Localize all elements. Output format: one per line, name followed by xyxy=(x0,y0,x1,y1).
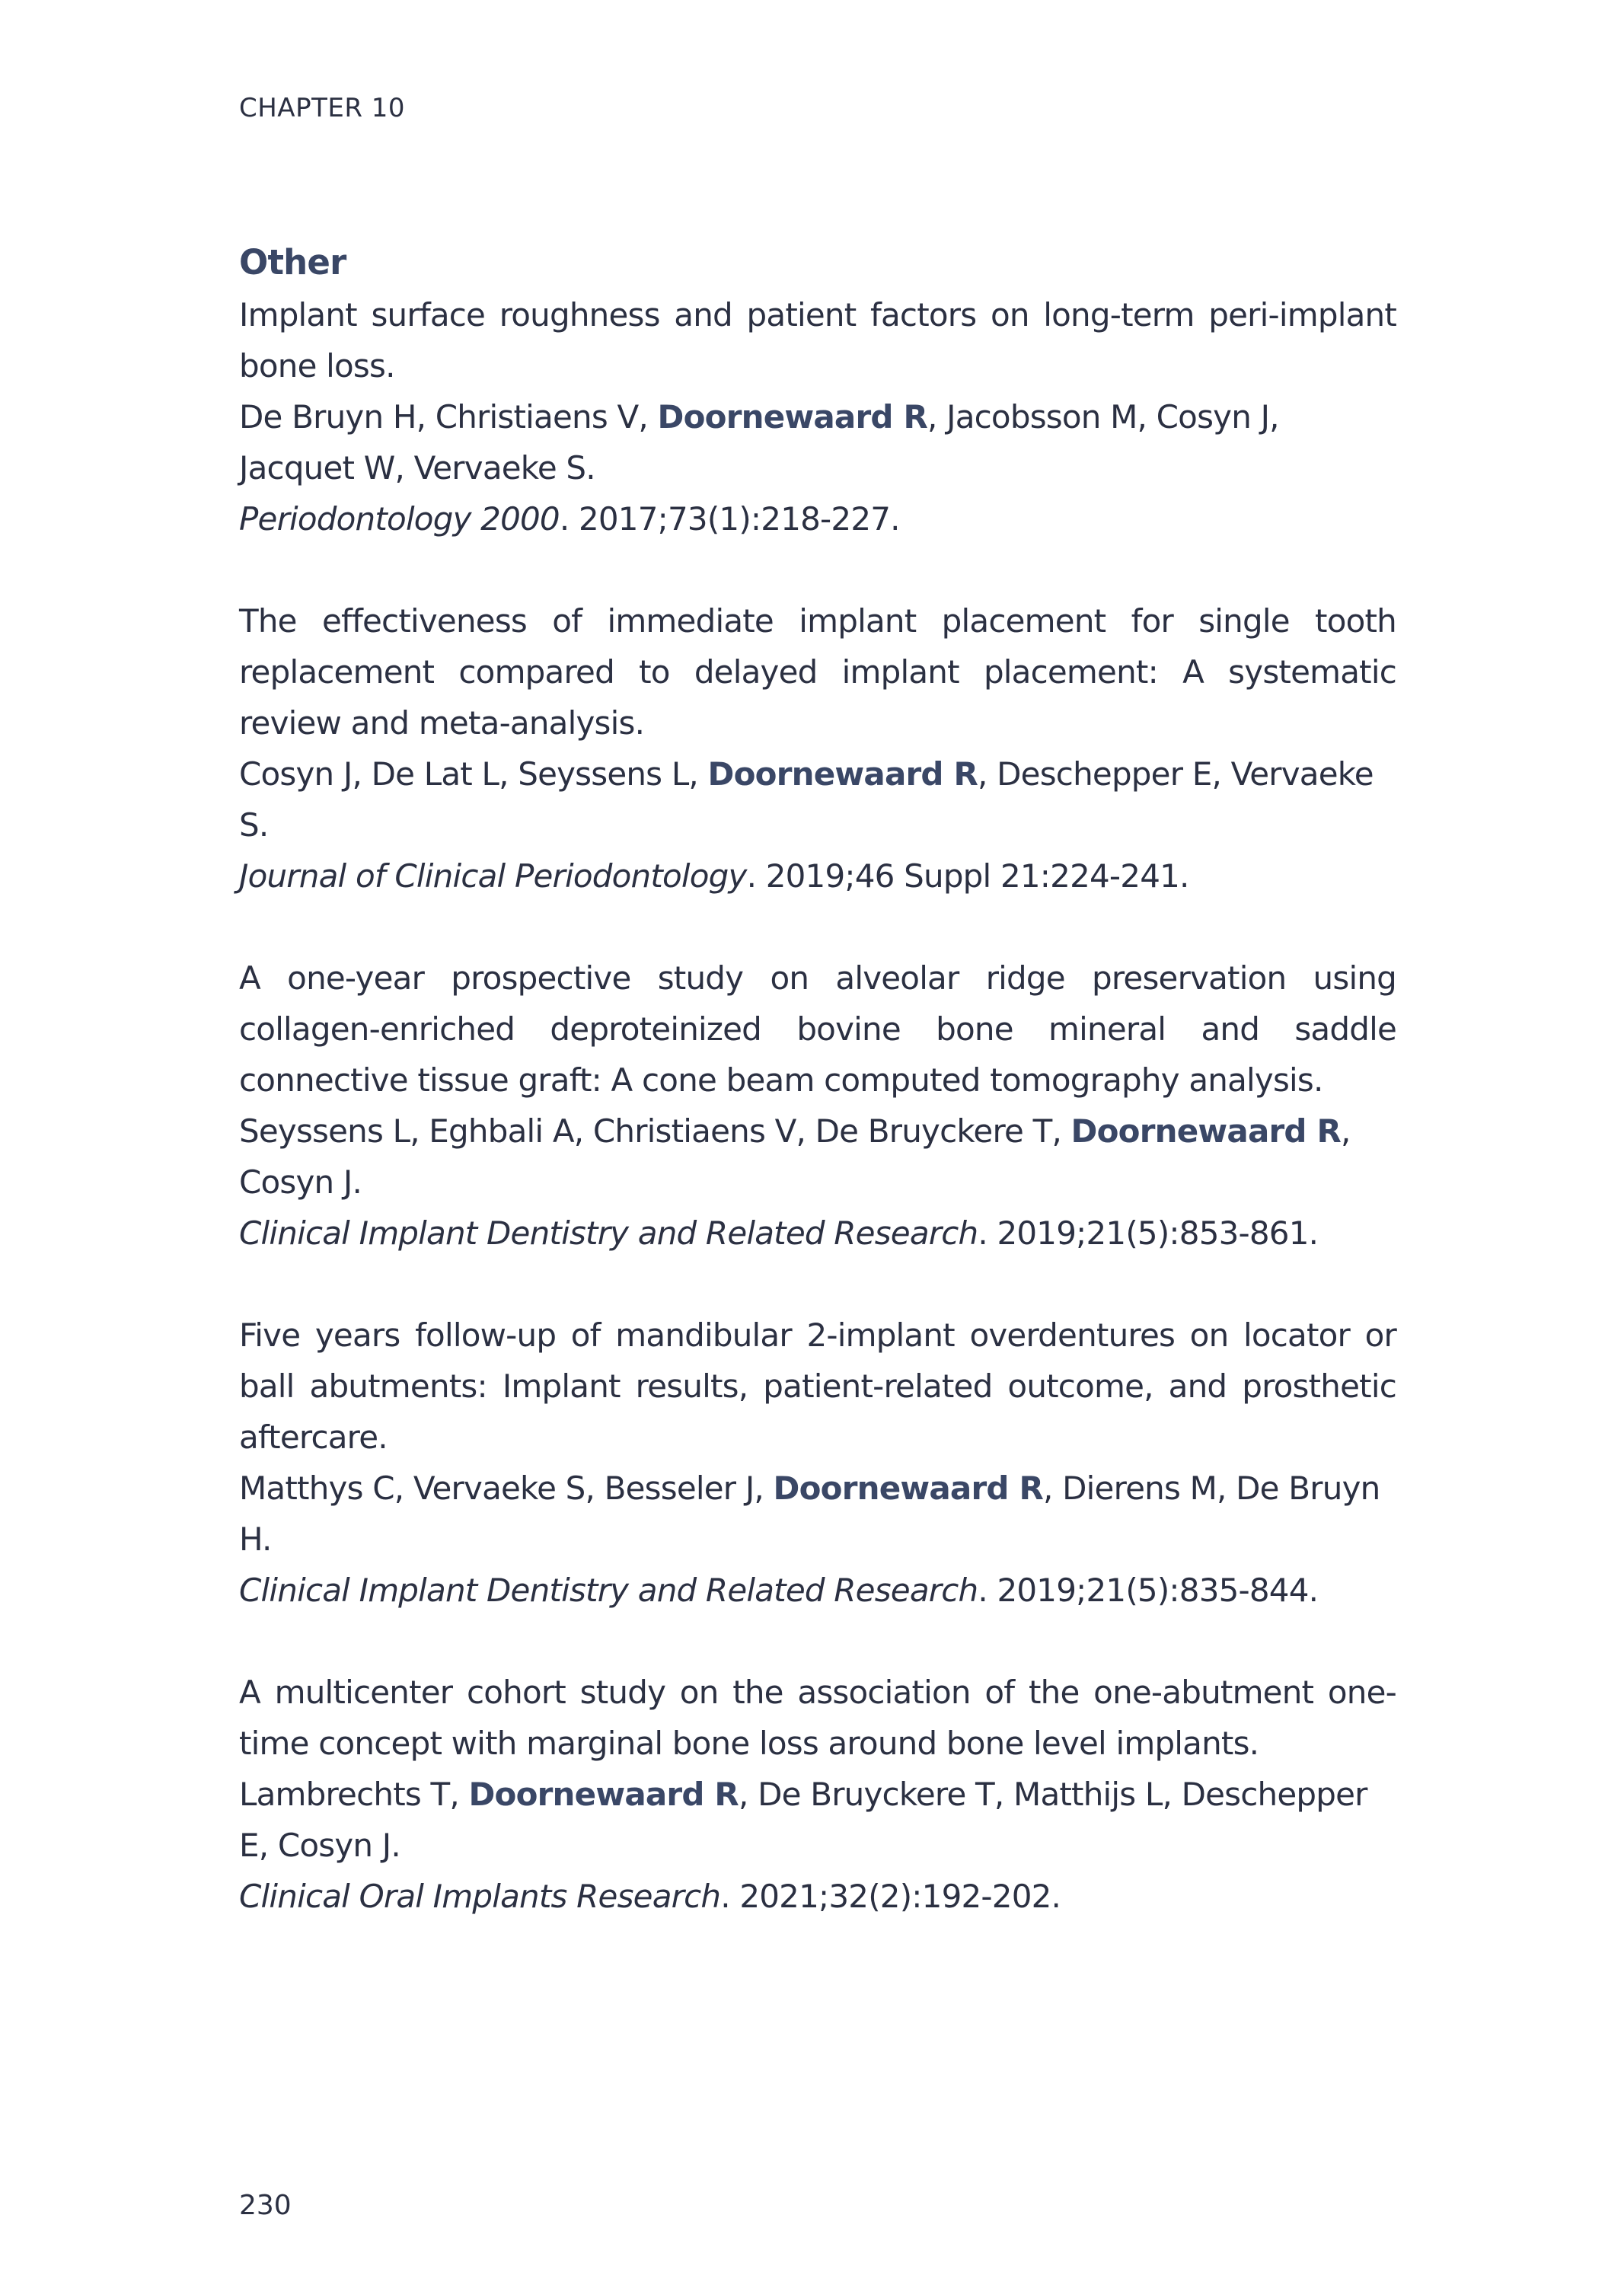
publication-item xyxy=(239,595,1396,902)
highlighted-author: Doornewaard R xyxy=(773,1470,1044,1507)
authors-before: Matthys C, Vervaeke S, Besseler J, xyxy=(239,1470,774,1507)
journal-name: Clinical Implant Dentistry and Related Research xyxy=(239,1572,978,1609)
publication-authors xyxy=(239,748,1396,850)
publication-list xyxy=(239,236,1396,1973)
publication-title: The effectiveness of immediate implant placement for single tooth replacement compared to delayed implant placement: A systematic review and meta-analysis. xyxy=(239,602,1396,742)
authors-after: , Cosyn J. xyxy=(239,1112,1351,1201)
highlighted-author: Doornewaard R xyxy=(707,755,978,793)
authors-before: Cosyn J, De Lat L, Seyssens L, xyxy=(239,755,708,793)
publication-item xyxy=(239,289,1396,544)
chapter-header: CHAPTER 10 xyxy=(239,93,406,123)
publication-source xyxy=(239,1565,1396,1616)
citation-details: . 2019;21(5):835-844. xyxy=(978,1572,1319,1609)
citation-details: . 2019;21(5):853-861. xyxy=(978,1214,1319,1252)
authors-after: , Dierens M, De Bruyn H. xyxy=(239,1470,1380,1558)
section-title: Other xyxy=(239,242,346,282)
highlighted-author: Doornewaard R xyxy=(1070,1112,1342,1150)
publication-source xyxy=(239,1871,1396,1922)
publication-source xyxy=(239,1208,1396,1259)
publication-authors xyxy=(239,1769,1396,1871)
citation-details: . 2017;73(1):218-227. xyxy=(559,500,900,538)
publication-title: Implant surface roughness and patient factors on long-term peri-implant bone loss. xyxy=(239,296,1396,385)
publication-title: Five years follow-up of mandibular 2-implant overdentures on locator or ball abutments: Implant results, patient-related outcome, and prosthetic aftercare. xyxy=(239,1316,1396,1456)
publication-item xyxy=(239,1310,1396,1616)
page-number: 230 xyxy=(239,2190,292,2221)
journal-name: Clinical Oral Implants Research xyxy=(239,1878,721,1915)
authors-after: , Jacobsson M, Cosyn J, Jacquet W, Vervaeke S. xyxy=(239,398,1279,487)
publication-item xyxy=(239,953,1396,1259)
publication-source xyxy=(239,850,1396,902)
highlighted-author: Doornewaard R xyxy=(657,398,928,436)
publication-source xyxy=(239,493,1396,544)
authors-before: Lambrechts T, xyxy=(239,1776,469,1813)
journal-name: Clinical Implant Dentistry and Related Research xyxy=(239,1214,978,1252)
authors-after: , Deschepper E, Vervaeke S. xyxy=(239,755,1374,844)
highlighted-author: Doornewaard R xyxy=(468,1776,739,1813)
publication-authors xyxy=(239,391,1396,493)
citation-details: . 2019;46 Suppl 21:224-241. xyxy=(746,857,1189,895)
authors-after: , De Bruyckere T, Matthijs L, Deschepper E, Cosyn J. xyxy=(239,1776,1367,1864)
publication-item xyxy=(239,1667,1396,1922)
journal-name: Journal of Clinical Periodontology xyxy=(239,857,747,895)
publication-authors xyxy=(239,1106,1396,1208)
citation-details: . 2021;32(2):192-202. xyxy=(720,1878,1061,1915)
publication-title: A one-year prospective study on alveolar ridge preservation using collagen-enriched deproteinized bovine bone mineral and saddle connective tissue graft: A cone beam computed tomography analysis. xyxy=(239,959,1396,1099)
publication-authors xyxy=(239,1463,1396,1565)
journal-name: Periodontology 2000 xyxy=(239,500,560,538)
authors-before: De Bruyn H, Christiaens V, xyxy=(239,398,658,436)
publication-title: A multicenter cohort study on the association of the one-abutment one-time concept with marginal bone loss around bone level implants. xyxy=(239,1674,1396,1762)
authors-before: Seyssens L, Eghbali A, Christiaens V, De Bruyckere T, xyxy=(239,1112,1071,1150)
